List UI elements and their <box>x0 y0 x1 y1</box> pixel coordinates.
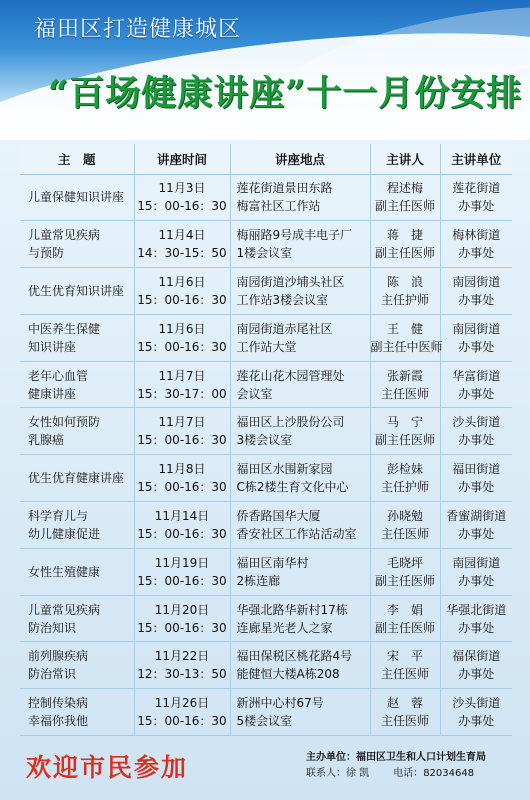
organizer-cell-line: 办事处 <box>458 246 495 261</box>
location-cell-line: 工作站3楼会议室 <box>236 292 329 307</box>
location-cell <box>230 455 370 502</box>
organizer-cell <box>440 455 512 502</box>
speaker-cell-line: 主任护师 <box>380 292 429 307</box>
organizer-cell-line: 办事处 <box>458 199 495 214</box>
location-cell-line: 5楼会议室 <box>236 714 293 729</box>
topic-cell-line: 防治常识 <box>28 667 77 682</box>
organizer-cell-line: 莲花街道 <box>452 181 501 196</box>
speaker-cell <box>370 361 440 408</box>
time-cell <box>134 642 230 689</box>
speaker-cell-line: 副主任医师 <box>374 620 435 635</box>
speaker-cell <box>370 455 440 502</box>
time-cell-line: 11月7日 <box>158 415 206 430</box>
table-header-row <box>20 144 512 174</box>
host-name: 福田区卫生和人口计划生育局 <box>356 752 486 763</box>
location-cell <box>230 314 370 361</box>
time-cell <box>134 174 230 221</box>
location-cell <box>230 502 370 549</box>
time-cell-line: 15：00-16：30 <box>137 714 227 729</box>
organizer-cell <box>440 314 512 361</box>
table-row <box>20 455 512 502</box>
organizer-cell-line: 梅林街道 <box>452 228 501 243</box>
time-cell <box>134 221 230 268</box>
column-header-time: 讲座时间 <box>134 144 230 174</box>
topic-cell-line: 与预防 <box>28 246 65 261</box>
speaker-cell <box>370 642 440 689</box>
time-cell-line: 11月8日 <box>158 462 206 477</box>
topic-cell-line: 科学育儿与 <box>28 508 89 523</box>
topic-cell <box>20 361 134 408</box>
location-cell <box>230 642 370 689</box>
organizer-cell-line: 沙头街道 <box>452 415 501 430</box>
header-banner <box>0 0 530 140</box>
time-cell <box>134 314 230 361</box>
page-title: “百场健康讲座”十一月份安排 <box>48 73 523 114</box>
time-cell-line: 15：00-16：30 <box>137 292 227 307</box>
location-cell <box>230 361 370 408</box>
organizer-cell <box>440 174 512 221</box>
topic-cell <box>20 502 134 549</box>
speaker-cell-line: 宋 平 <box>386 649 423 664</box>
time-cell-line: 14：30-15：50 <box>137 246 227 261</box>
speaker-cell <box>370 221 440 268</box>
speaker-cell-line: 副主任医师 <box>374 246 435 261</box>
table-row <box>20 689 512 736</box>
time-cell <box>134 689 230 736</box>
topic-cell <box>20 689 134 736</box>
time-cell <box>134 455 230 502</box>
topic-cell <box>20 595 134 642</box>
organizer-cell-line: 办事处 <box>458 480 495 495</box>
speaker-cell-line: 副主任医师 <box>374 433 435 448</box>
location-cell-line: 莲花山花木园管理处 <box>236 368 345 383</box>
location-cell-line: C栋2楼生育文化中心 <box>236 480 349 495</box>
welcome-slogan: 欢迎市民参加 <box>26 753 189 782</box>
location-cell-line: 工作站大堂 <box>236 339 297 354</box>
organizer-cell-line: 福保街道 <box>452 649 501 664</box>
location-cell <box>230 595 370 642</box>
location-cell-line: 梅丽路9号成丰电子厂 <box>236 228 353 243</box>
table-row <box>20 408 512 455</box>
organizer-cell <box>440 595 512 642</box>
speaker-cell-line: 程述梅 <box>386 181 423 196</box>
time-cell-line: 11月3日 <box>158 181 206 196</box>
table-row <box>20 268 512 315</box>
organizer-cell <box>440 548 512 595</box>
location-cell <box>230 689 370 736</box>
location-cell-line: 1楼会议室 <box>236 246 293 261</box>
location-cell-line: 南园街道赤尾社区 <box>236 321 333 336</box>
topic-cell <box>20 268 134 315</box>
location-cell <box>230 548 370 595</box>
time-cell-line: 15：00-16：30 <box>137 199 227 214</box>
organizer-cell <box>440 642 512 689</box>
speaker-cell-line: 主任医师 <box>380 526 429 541</box>
time-cell-line: 15：00-16：30 <box>137 573 227 588</box>
organizer-cell-line: 办事处 <box>458 714 495 729</box>
phone-label: 电话： <box>393 768 424 779</box>
schedule-table-container <box>20 144 512 736</box>
speaker-cell <box>370 548 440 595</box>
organizer-cell-line: 南园街道 <box>452 555 501 570</box>
topic-cell-line: 幸福你我他 <box>28 714 89 729</box>
topic-cell-line: 儿童常见疾病 <box>28 228 101 243</box>
location-cell-line: 南园街道沙埔头社区 <box>236 274 345 289</box>
topic-cell-line: 防治知识 <box>28 620 77 635</box>
topic-cell-line: 乳腺癌 <box>28 433 65 448</box>
topic-cell-line: 知识讲座 <box>28 339 77 354</box>
time-cell <box>134 502 230 549</box>
location-cell-line: 新洲中心村67号 <box>236 696 324 711</box>
topic-cell <box>20 314 134 361</box>
organizer-cell-line: 办事处 <box>458 667 495 682</box>
organizer-cell <box>440 502 512 549</box>
table-row <box>20 174 512 221</box>
time-cell <box>134 548 230 595</box>
topic-cell-line: 儿童保健知识讲座 <box>28 190 125 205</box>
table-row <box>20 642 512 689</box>
speaker-cell-line: 陈 浪 <box>386 274 423 289</box>
time-cell-line: 11月22日 <box>154 649 210 664</box>
speaker-cell-line: 张新霞 <box>386 368 423 383</box>
speaker-cell-line: 李 娟 <box>386 602 423 617</box>
time-cell-line: 12：30-13：50 <box>137 667 227 682</box>
topic-cell <box>20 642 134 689</box>
time-cell-line: 11月6日 <box>158 321 206 336</box>
location-cell-line: 华强北路华新村17栋 <box>236 602 348 617</box>
contact-row <box>306 766 526 782</box>
topic-cell-line: 优生优育健康讲座 <box>28 471 125 486</box>
speaker-cell <box>370 502 440 549</box>
location-cell <box>230 268 370 315</box>
speaker-cell-line: 主任医师 <box>380 667 429 682</box>
time-cell-line: 11月19日 <box>154 555 210 570</box>
table-row <box>20 502 512 549</box>
location-cell-line: 莲花街道景田东路 <box>236 181 333 196</box>
host-label: 主办单位： <box>306 752 356 763</box>
speaker-cell <box>370 314 443 361</box>
speaker-cell-line: 主任医师 <box>380 714 429 729</box>
speaker-cell-line: 主任护师 <box>380 480 429 495</box>
speaker-cell-line: 孙晓勉 <box>386 508 423 523</box>
time-cell-line: 11月7日 <box>158 368 206 383</box>
organizer-cell <box>440 408 512 455</box>
organizer-cell-line: 香蜜湖街道 <box>446 508 507 523</box>
speaker-cell-line: 副主任医师 <box>374 573 435 588</box>
topic-cell-line: 女性如何预防 <box>28 415 101 430</box>
organizer-cell <box>440 361 512 408</box>
column-header-organizer: 主讲单位 <box>440 144 512 174</box>
speaker-cell <box>370 689 440 736</box>
topic-cell-line: 幼儿健康促进 <box>28 526 101 541</box>
speaker-cell <box>370 408 440 455</box>
location-cell-line: 福田区南华村 <box>236 555 309 570</box>
footer-info <box>306 750 526 782</box>
page-subtitle: 福田区打造健康城区 <box>34 17 242 42</box>
speaker-cell-line: 毛晓坪 <box>386 555 423 570</box>
contact-name: 徐 凯 <box>346 768 370 779</box>
topic-cell <box>20 455 134 502</box>
organizer-cell <box>440 268 512 315</box>
time-cell-line: 11月4日 <box>158 228 206 243</box>
organizer-cell-line: 沙头街道 <box>452 696 501 711</box>
speaker-cell-line: 赵 蓉 <box>386 696 423 711</box>
organizer-cell-line: 华强北街道 <box>446 602 507 617</box>
organizer-cell-line: 南园街道 <box>452 321 501 336</box>
time-cell <box>134 595 230 642</box>
location-cell-line: 侨香路国华大厦 <box>236 508 321 523</box>
table-row <box>20 595 512 642</box>
time-cell-line: 15：00-16：30 <box>137 480 227 495</box>
organizer-cell <box>440 689 512 736</box>
location-cell-line: 福田区上沙股份公司 <box>236 415 345 430</box>
organizer-cell-line: 办事处 <box>458 386 495 401</box>
location-cell-line: 会议室 <box>236 386 273 401</box>
topic-cell-line: 控制传染病 <box>28 696 89 711</box>
organizer-cell-line: 办事处 <box>458 526 495 541</box>
column-header-speaker: 主讲人 <box>370 144 440 174</box>
time-cell-line: 15：30-17：00 <box>137 386 227 401</box>
speaker-cell-line: 王 健 <box>386 321 423 336</box>
topic-cell-line: 女性生殖健康 <box>28 564 101 579</box>
time-cell-line: 11月14日 <box>154 508 210 523</box>
contact-label: 联系人： <box>306 768 346 779</box>
topic-cell-line: 前列腺疾病 <box>28 649 89 664</box>
organizer-cell-line: 办事处 <box>458 620 495 635</box>
location-cell <box>230 408 370 455</box>
topic-cell <box>20 408 134 455</box>
time-cell-line: 15：00-16：30 <box>137 620 227 635</box>
organizer-cell-line: 办事处 <box>458 573 495 588</box>
location-cell <box>230 174 370 221</box>
topic-cell <box>20 221 134 268</box>
table-row <box>20 548 512 595</box>
speaker-cell-line: 蒋 捷 <box>386 228 423 243</box>
table-row <box>20 361 512 408</box>
time-cell-line: 15：00-16：30 <box>137 339 227 354</box>
location-cell-line: 福田区水围新家园 <box>236 462 333 477</box>
topic-cell-line: 儿童常见疾病 <box>28 602 101 617</box>
time-cell <box>134 361 230 408</box>
topic-cell <box>20 174 134 221</box>
location-cell-line: 2栋连廊 <box>236 573 281 588</box>
speaker-cell <box>370 595 440 642</box>
organizer-cell-line: 办事处 <box>458 339 495 354</box>
organizer-cell <box>440 221 512 268</box>
column-header-topic: 主 题 <box>20 144 134 174</box>
schedule-table <box>20 144 512 736</box>
time-cell-line: 15：00-16：30 <box>137 526 227 541</box>
organizer-cell-line: 南园街道 <box>452 274 501 289</box>
organizer-cell-line: 华富街道 <box>452 368 501 383</box>
speaker-cell-line: 副主任中医师 <box>370 339 443 354</box>
speaker-cell-line: 彭检妹 <box>386 462 423 477</box>
organizer-cell-line: 办事处 <box>458 433 495 448</box>
location-cell-line: 梅富社区工作站 <box>236 199 321 214</box>
table-row <box>20 314 512 361</box>
location-cell-line: 香安社区工作站活动室 <box>236 526 357 541</box>
topic-cell-line: 中医养生保健 <box>28 321 101 336</box>
table-body <box>20 174 512 736</box>
topic-cell <box>20 548 134 595</box>
topic-cell-line: 优生优育知识讲座 <box>28 283 125 298</box>
time-cell-line: 15：00-16：30 <box>137 433 227 448</box>
time-cell-line: 11月26日 <box>154 696 210 711</box>
phone-number: 82034648 <box>423 768 475 779</box>
time-cell-line: 11月6日 <box>158 274 206 289</box>
time-cell <box>134 268 230 315</box>
location-cell-line: 连廊星光老人之家 <box>236 620 333 635</box>
location-cell-line: 福田保税区桃花路4号 <box>236 649 353 664</box>
speaker-cell-line: 马 宁 <box>386 415 423 430</box>
time-cell <box>134 408 230 455</box>
location-cell-line: 能健恒大楼A栋208 <box>236 667 340 682</box>
time-cell-line: 11月20日 <box>154 602 210 617</box>
table-row <box>20 221 512 268</box>
column-header-location: 讲座地点 <box>230 144 370 174</box>
speaker-cell-line: 主任医师 <box>380 386 429 401</box>
topic-cell-line: 健康讲座 <box>28 386 77 401</box>
location-cell <box>230 221 370 268</box>
speaker-cell <box>370 174 440 221</box>
speaker-cell <box>370 268 440 315</box>
speaker-cell-line: 副主任医师 <box>374 199 435 214</box>
organizer-cell-line: 办事处 <box>458 292 495 307</box>
host-row <box>306 750 526 766</box>
organizer-cell-line: 福田街道 <box>452 462 501 477</box>
topic-cell-line: 老年心血管 <box>28 368 89 383</box>
location-cell-line: 3楼会议室 <box>236 433 293 448</box>
